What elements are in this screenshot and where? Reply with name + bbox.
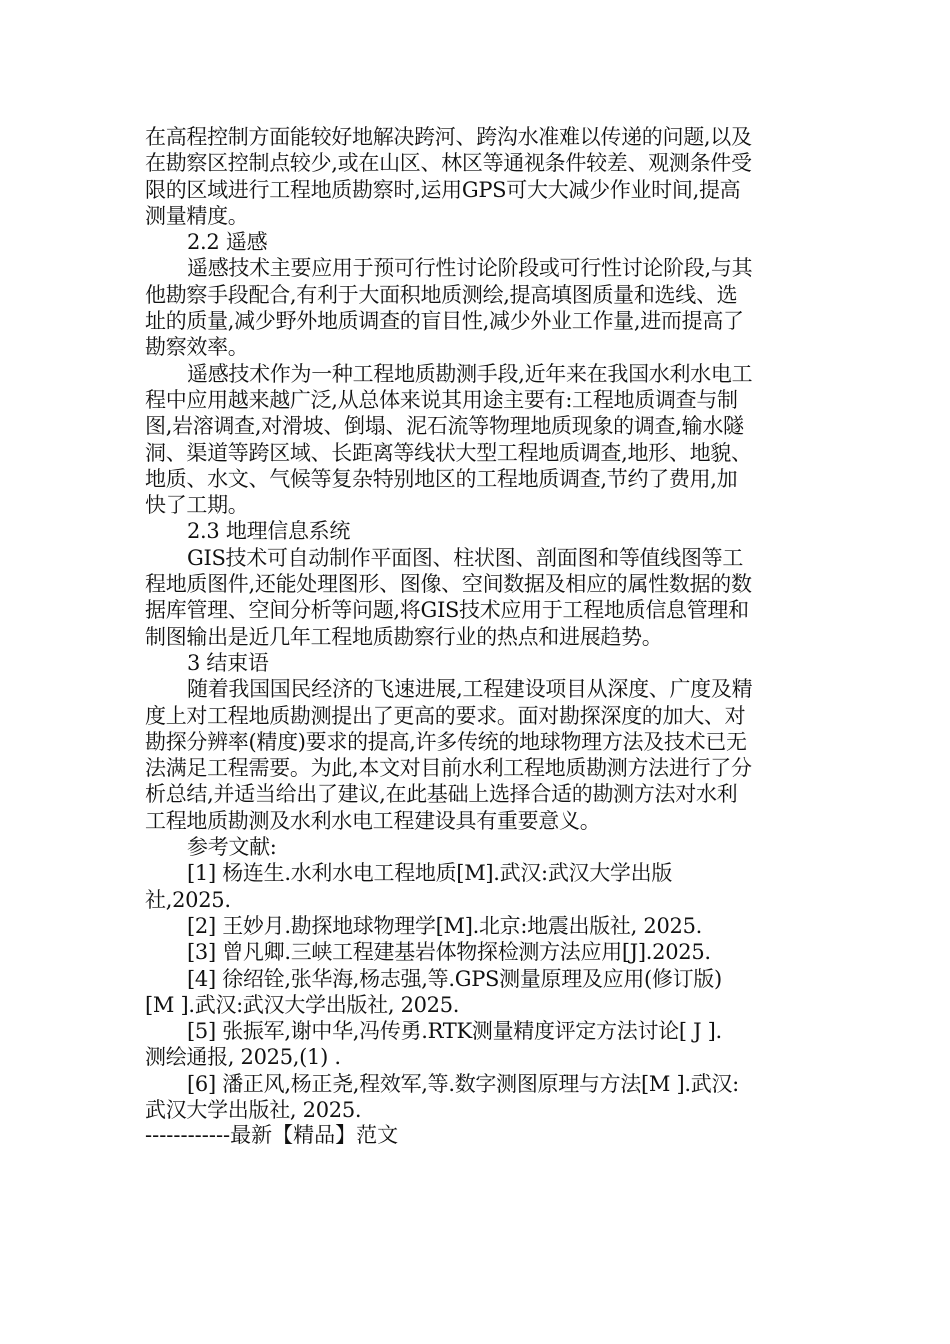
text-line: 地质、水文、气候等复杂特别地区的工程地质调查,节约了费用,加	[145, 466, 738, 491]
text-line: 度上对工程地质勘测提出了更高的要求。面对勘探深度的加大、对	[145, 703, 746, 728]
text-line: 勘察效率。	[145, 335, 249, 360]
reference-item-cont: 武汉大学出版社, 2025.	[145, 1097, 362, 1122]
reference-item: [3] 曾凡卿.三峡工程建基岩体物探检测方法应用[J].2025.	[187, 940, 711, 965]
reference-item: [2] 王妙月.勘探地球物理学[M].北京:地震出版社, 2025.	[187, 913, 703, 938]
document-body	[145, 124, 810, 1123]
section-heading: 2.3 地理信息系统	[187, 519, 351, 544]
text-line: 法满足工程需要。为此,本文对目前水利工程地质勘测方法进行了分	[145, 756, 752, 781]
text-line: 址的质量,减少野外地质调查的盲目性,减少外业工作量,进而提高了	[145, 309, 744, 334]
text-line: 析总结,并适当给出了建议,在此基础上选择合适的勘测方法对水利	[145, 782, 738, 807]
reference-item: [5] 张振军,谢中华,冯传勇.RTK测量精度评定方法讨论[ J ].	[187, 1019, 722, 1044]
text-line: 他勘察手段配合,有利于大面积地质测绘,提高填图质量和选线、选	[145, 282, 738, 307]
text-line: 程地质图件,还能处理图形、图像、空间数据及相应的属性数据的数	[145, 572, 752, 597]
reference-item-cont: 社,2025.	[145, 887, 231, 912]
text-line: 随着我国国民经济的飞速进展,工程建设项目从深度、广度及精	[187, 677, 753, 702]
text-line: GIS技术可自动制作平面图、柱状图、剖面图和等值线图等工	[187, 545, 744, 570]
text-line: 程中应用越来越广泛,从总体来说其用途主要有:工程地质调查与制	[145, 387, 738, 412]
reference-item: [4] 徐绍铨,张华海,杨志强,等.GPS测量原理及应用(修订版)	[187, 966, 722, 991]
text-line: 快了工期。	[145, 493, 249, 518]
text-line: 工程地质勘测及水利水电工程建设具有重要意义。	[145, 808, 601, 833]
reference-item: [1] 杨连生.水利水电工程地质[M].武汉:武汉大学出版	[187, 861, 673, 886]
text-line: 限的区域进行工程地质勘察时,运用GPS可大大减少作业时间,提高	[145, 177, 741, 202]
text-line: 在勘察区控制点较少,或在山区、林区等通视条件较差、观测条件受	[145, 151, 752, 176]
footer-text: ------------最新【精品】范文	[145, 1123, 399, 1147]
text-line: 勘探分辨率(精度)要求的提高,许多传统的地球物理方法及技术已无	[145, 729, 747, 754]
text-line: 在高程控制方面能较好地解决跨河、跨沟水准难以传递的问题,以及	[145, 125, 752, 149]
text-line: 遥感技术主要应用于预可行性讨论阶段或可行性讨论阶段,与其	[187, 256, 753, 281]
text-line: 遥感技术作为一种工程地质勘测手段,近年来在我国水利水电工	[187, 361, 753, 386]
reference-item-cont: 测绘通报, 2025,(1) .	[145, 1045, 341, 1070]
section-heading: 2.2 遥感	[187, 230, 268, 255]
text-line: 制图输出是近几年工程地质勘察行业的热点和进展趋势。	[145, 624, 663, 649]
text-line: 据库管理、空间分析等问题,将GIS技术应用于工程地质信息管理和	[145, 598, 749, 623]
text-line: 洞、渠道等跨区域、长距离等线状大型工程地质调查,地形、地貌、	[145, 440, 752, 465]
text-line: 测量精度。	[145, 203, 249, 228]
reference-item-cont: [M ].武汉:武汉大学出版社, 2025.	[145, 992, 460, 1017]
references-heading: 参考文献:	[187, 835, 277, 860]
reference-item: [6] 潘正风,杨正尧,程效军,等.数字测图原理与方法[M ].武汉:	[187, 1071, 739, 1096]
text-line: 图,岩溶调查,对滑坡、倒塌、泥石流等物理地质现象的调查,输水隧	[145, 414, 744, 439]
section-heading: 3 结束语	[187, 650, 269, 675]
